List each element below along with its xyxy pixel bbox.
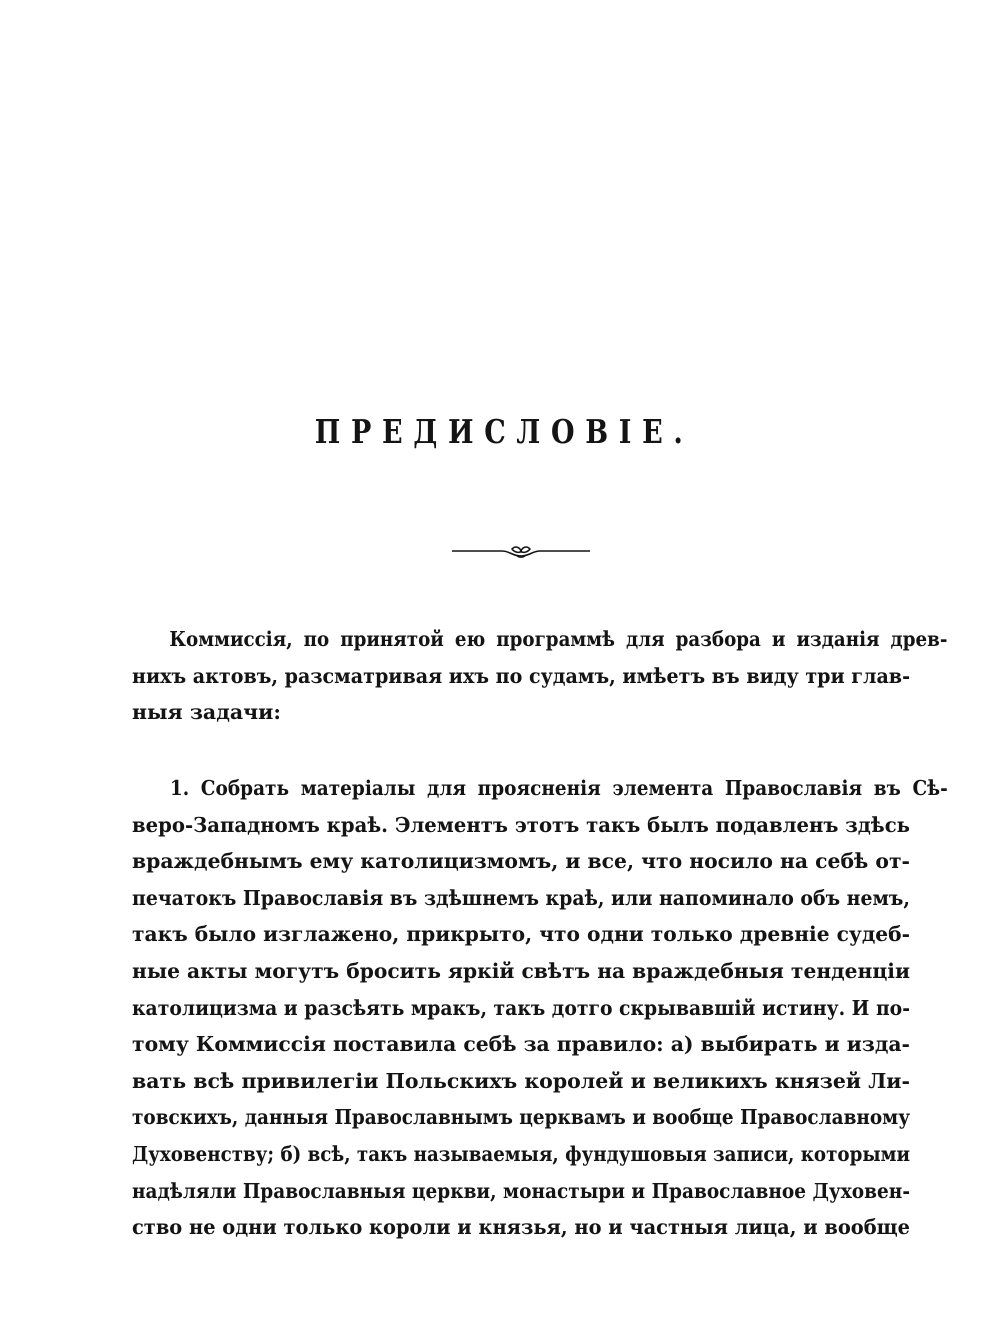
text-line: надѣляли Православныя церкви, монастыри и Православное Духовен-	[132, 1178, 910, 1203]
paragraph-intro	[132, 621, 948, 731]
text-line: нихъ актовъ, разсматривая ихъ по судамъ, имѣетъ въ виду три глав-	[132, 663, 910, 688]
text-line: такъ было изглажено, прикрыто, что одни только древніе судеб-	[132, 922, 910, 947]
text-line: католицизма и разсѣять мракъ, такъ дотго скрывавшій истину. И по-	[132, 995, 910, 1020]
text-line: ные акты могутъ бросить яркій свѣтъ на враждебныя тенденціи	[132, 958, 910, 983]
text-line: Коммиссія, по принятой ею программѣ для разбора и изданія древ-	[169, 627, 948, 651]
paragraph-task-1	[132, 770, 948, 1246]
ornament-divider-icon	[452, 543, 590, 559]
text-line: веро-Западномъ краѣ. Элементъ этотъ такъ былъ подавленъ здѣсь	[132, 812, 910, 837]
text-line: вать всѣ привилегіи Польскихъ королей и великихъ князей Ли-	[132, 1068, 910, 1093]
page-title: ПРЕДИСЛОВІЕ.	[314, 412, 694, 451]
text-line: печатокъ Православія въ здѣшнемъ краѣ, или напоминало объ немъ,	[132, 885, 910, 910]
text-line: враждебнымъ ему католицизмомъ, и все, что носило на себѣ от-	[132, 849, 910, 874]
text-line: ныя задачи:	[132, 700, 281, 725]
text-line: тому Коммиссія поставила себѣ за правило: а) выбирать и изда-	[132, 1032, 910, 1057]
text-line: ство не одни только короли и князья, но и частныя лица, и вообще	[132, 1215, 910, 1240]
text-line: Духовенству; б) всѣ, такъ называемыя, фундушовыя записи, которыми	[132, 1141, 910, 1166]
text-line: товскихъ, данныя Православнымъ церквамъ и вообще Православному	[132, 1105, 910, 1130]
text-line: 1. Собрать матеріалы для проясненія элемента Православія въ Сѣ-	[169, 776, 948, 800]
